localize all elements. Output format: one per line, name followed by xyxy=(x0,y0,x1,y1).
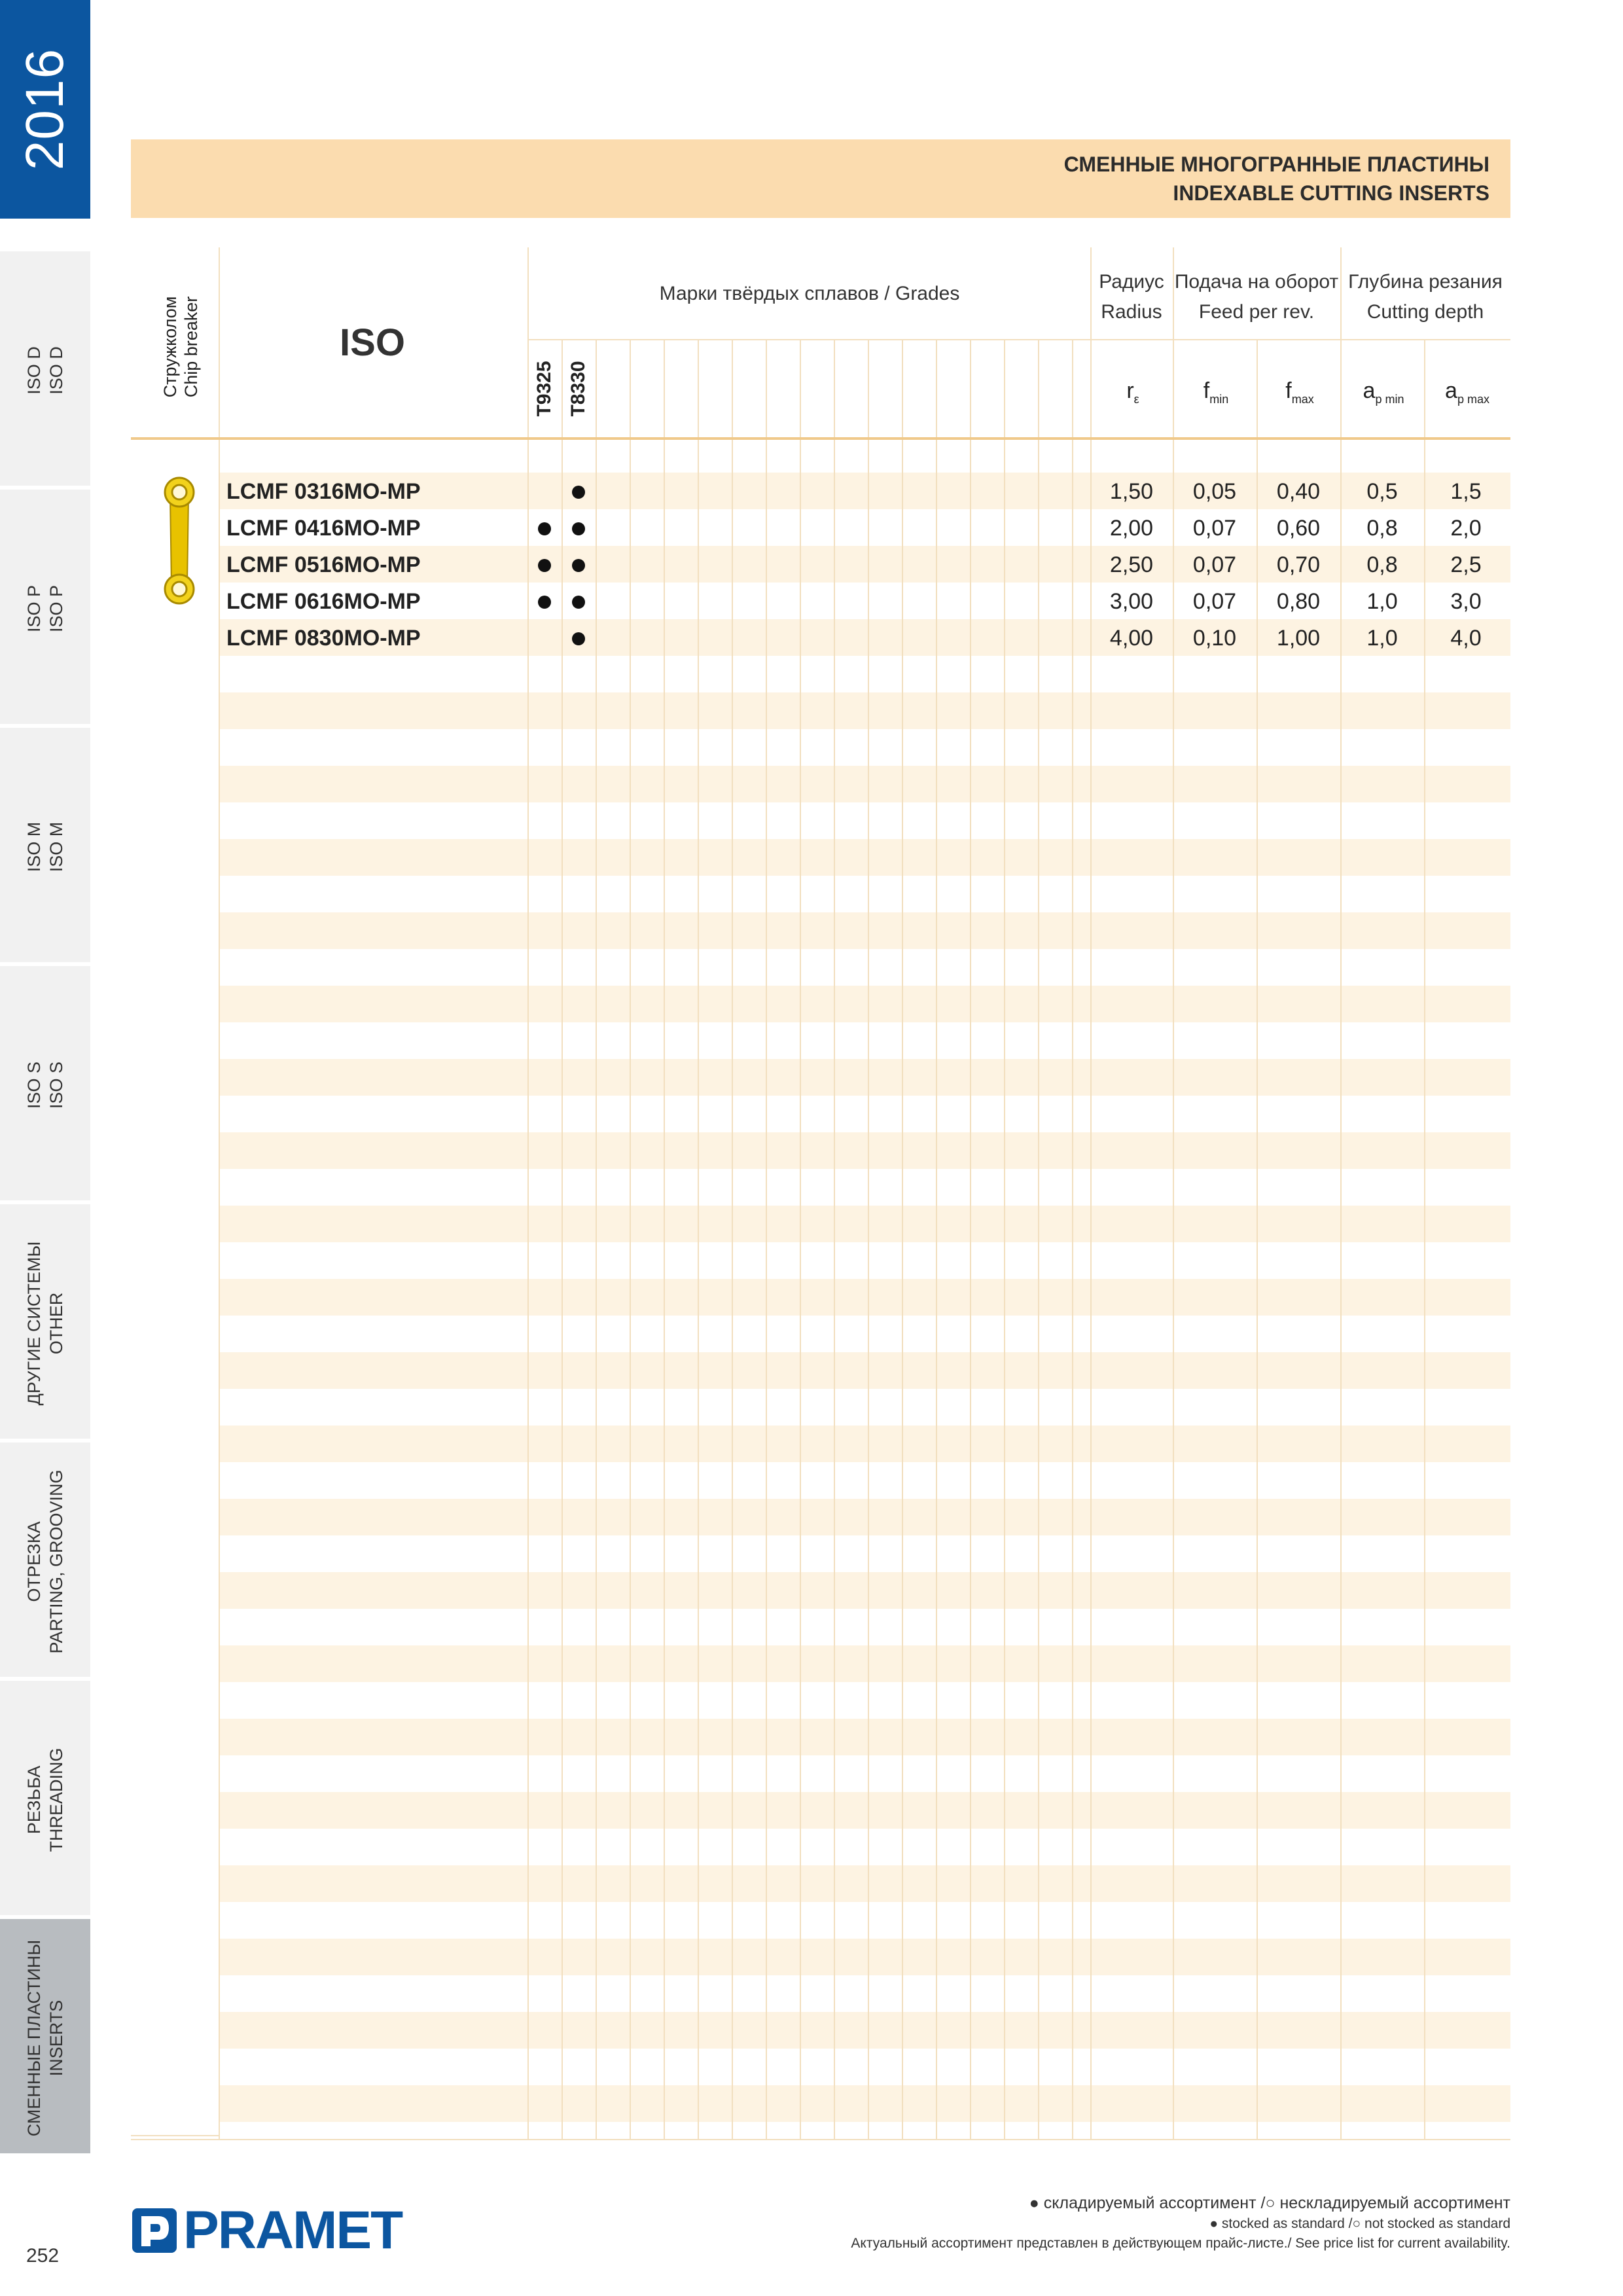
grid-vline xyxy=(219,247,220,2139)
cell-apmax: 2,0 xyxy=(1450,516,1482,541)
cell-apmax: 3,0 xyxy=(1450,589,1482,614)
grid-vline xyxy=(834,339,835,2139)
row-stripe xyxy=(219,1352,1510,1389)
grid-vline xyxy=(562,339,563,2139)
grid-vline xyxy=(1090,247,1092,2139)
feed-en: Feed per rev. xyxy=(1198,301,1315,323)
stocked-dot xyxy=(538,596,551,609)
legend-ru: ● складируемый ассортимент /○ нескладируемый ассортимент xyxy=(1029,2194,1510,2212)
grid-vline xyxy=(527,247,529,2139)
grid-vline xyxy=(1257,339,1258,2139)
sidebar-tab[interactable] xyxy=(0,1915,90,2153)
grade-T8330-header: T8330 xyxy=(567,361,589,417)
grid-vline xyxy=(1004,339,1005,2139)
cell-re: 2,50 xyxy=(1109,552,1154,577)
iso-header: ISO xyxy=(340,321,405,364)
grid-vline xyxy=(800,339,801,2139)
grade-T9325-header: T9325 xyxy=(533,361,555,417)
grid-hline xyxy=(131,2135,219,2136)
grid-vline xyxy=(868,339,869,2139)
sidebar-tab-label xyxy=(23,1062,67,1109)
cell-apmax: 4,0 xyxy=(1450,626,1482,651)
fmin-symbol: $f_{min}$ xyxy=(1203,378,1229,406)
cell-apmax: 2,5 xyxy=(1450,552,1482,577)
grid-vline xyxy=(1424,339,1425,2139)
cell-apmax: 1,5 xyxy=(1450,479,1482,504)
insert-code: LCMF 0616MO-MP xyxy=(226,589,421,614)
sidebar-tab-label xyxy=(23,585,67,632)
row-stripe xyxy=(219,986,1510,1022)
radius-symbol: $r_\varepsilon$ xyxy=(1126,378,1139,406)
row-stripe xyxy=(219,1865,1510,1902)
sidebar-tab-line: РЕЗЬБА xyxy=(24,1765,44,1835)
radius-en: Radius xyxy=(1101,301,1162,323)
grid-vline xyxy=(766,339,767,2139)
cell-fmax: 0,80 xyxy=(1276,589,1321,614)
row-stripe xyxy=(219,1426,1510,1462)
sidebar-tab[interactable] xyxy=(0,724,90,962)
grid-vline xyxy=(732,339,733,2139)
insert-code: LCMF 0316MO-MP xyxy=(226,479,421,504)
sidebar-tab[interactable] xyxy=(0,1439,90,1677)
cell-fmax: 0,60 xyxy=(1276,516,1321,541)
grid-hline xyxy=(131,2139,1510,2140)
sidebar-tab-line: ISO D xyxy=(46,346,66,395)
row-stripe xyxy=(219,766,1510,802)
year-tab xyxy=(0,0,90,219)
row-stripe xyxy=(219,692,1510,729)
sidebar-tab-line: ОТРЕЗКА xyxy=(24,1521,44,1602)
fmax-symbol: $f_{max}$ xyxy=(1285,378,1314,406)
chip-breaker-ru: Стружколом xyxy=(160,296,180,398)
grid-vline xyxy=(698,339,699,2139)
grid-vline xyxy=(664,339,665,2139)
pramet-logo-mark-icon xyxy=(131,2207,178,2254)
sidebar-tab-line: ISO P xyxy=(46,584,66,633)
sidebar-tab-line: ISO S xyxy=(46,1061,66,1109)
section-title-en: INDEXABLE CUTTING INSERTS xyxy=(1173,181,1489,205)
depth-header xyxy=(1340,267,1510,327)
cell-apmin: 0,5 xyxy=(1366,479,1398,504)
cell-fmin: 0,10 xyxy=(1192,626,1237,651)
cell-fmin: 0,07 xyxy=(1192,552,1237,577)
cell-apmin: 1,0 xyxy=(1366,626,1398,651)
row-stripe xyxy=(219,1499,1510,1535)
apmin-symbol: $a_{p min}$ xyxy=(1363,378,1404,406)
cell-fmax: 0,40 xyxy=(1276,479,1321,504)
sidebar-tab-line: ISO P xyxy=(24,584,44,633)
legend-en: ● stocked as standard /○ not stocked as standard xyxy=(1209,2216,1510,2231)
row-stripe xyxy=(219,1059,1510,1096)
cell-apmin: 0,8 xyxy=(1366,552,1398,577)
row-stripe xyxy=(219,1792,1510,1829)
sidebar-tab-label xyxy=(23,822,67,872)
stocked-dot xyxy=(572,522,585,535)
grades-header: Марки твёрдых сплавов / Grades xyxy=(659,283,960,304)
sidebar-tab-line: ДРУГИЕ СИСТЕМЫ xyxy=(24,1241,44,1406)
sidebar-tab-line: PARTING, GROOVING xyxy=(46,1469,66,1654)
section-header xyxy=(131,139,1510,218)
cell-fmin: 0,05 xyxy=(1192,479,1237,504)
sidebar-tab-line: THREADING xyxy=(46,1748,66,1852)
stocked-dot xyxy=(572,486,585,499)
row-stripe xyxy=(219,2012,1510,2049)
row-stripe xyxy=(219,1719,1510,1755)
grid-vline xyxy=(1038,339,1039,2139)
radius-header xyxy=(1090,267,1173,327)
row-stripe xyxy=(219,1206,1510,1242)
chip-breaker-header xyxy=(160,296,202,398)
sidebar-tab[interactable] xyxy=(0,486,90,724)
sidebar-tab-line: ISO S xyxy=(24,1061,44,1109)
cell-fmin: 0,07 xyxy=(1192,589,1237,614)
cell-fmax: 1,00 xyxy=(1276,626,1321,651)
availability-note: Актуальный ассортимент представлен в действующем прайс-листе./ See price list for current availability. xyxy=(851,2236,1510,2251)
row-stripe xyxy=(219,839,1510,876)
grid-vline xyxy=(970,339,971,2139)
row-stripe xyxy=(219,2085,1510,2122)
sidebar-tab-label xyxy=(23,346,67,395)
sidebar-tab-label xyxy=(23,1469,67,1653)
cell-apmin: 1,0 xyxy=(1366,589,1398,614)
grid-vline xyxy=(1340,247,1342,2139)
sidebar-tab[interactable] xyxy=(0,962,90,1200)
sidebar-tab-label xyxy=(23,1242,67,1406)
sidebar-tab-line: ISO M xyxy=(24,821,44,872)
sidebar-tab-line: OTHER xyxy=(46,1292,66,1355)
row-stripe xyxy=(219,1279,1510,1316)
sidebar-tab-line: ISO M xyxy=(46,821,66,872)
sidebar-tab[interactable] xyxy=(0,1200,90,1439)
grid-vline xyxy=(1072,339,1073,2139)
sidebar-tab[interactable] xyxy=(0,247,90,486)
sidebar-tab-line: ISO D xyxy=(24,346,44,395)
chip-breaker-en: Chip breaker xyxy=(181,296,201,398)
brand-name: PRAMET xyxy=(183,2200,402,2260)
year-label: 2016 xyxy=(15,48,75,171)
sidebar-tab-label xyxy=(23,1940,67,2137)
sidebar-tab-line: СМЕННЫЕ ПЛАСТИНЫ xyxy=(24,1939,44,2137)
grid-vline xyxy=(936,339,937,2139)
row-stripe xyxy=(219,1572,1510,1609)
grid-hline xyxy=(131,437,1510,440)
grid-vline xyxy=(630,339,631,2139)
cell-re: 3,00 xyxy=(1109,589,1154,614)
insert-code: LCMF 0830MO-MP xyxy=(226,626,421,651)
cell-re: 1,50 xyxy=(1109,479,1154,504)
row-stripe xyxy=(219,1645,1510,1682)
depth-ru: Глубина резания xyxy=(1348,271,1503,293)
grid-vline xyxy=(902,339,903,2139)
stocked-dot xyxy=(538,522,551,535)
depth-en: Cutting depth xyxy=(1366,301,1484,323)
stocked-dot xyxy=(572,559,585,572)
row-stripe xyxy=(219,1132,1510,1169)
apmax-symbol: $a_{p max}$ xyxy=(1445,378,1489,406)
double-ended-insert-icon xyxy=(161,476,198,605)
grid-hline xyxy=(527,339,1510,340)
cell-apmin: 0,8 xyxy=(1366,516,1398,541)
stocked-dot xyxy=(538,559,551,572)
cell-re: 4,00 xyxy=(1109,626,1154,651)
cell-fmax: 0,70 xyxy=(1276,552,1321,577)
stocked-dot xyxy=(572,596,585,609)
insert-code: LCMF 0416MO-MP xyxy=(226,516,421,541)
insert-code: LCMF 0516MO-MP xyxy=(226,552,421,577)
section-title-ru: СМЕННЫЕ МНОГОГРАННЫЕ ПЛАСТИНЫ xyxy=(1063,152,1489,176)
grid-vline xyxy=(1173,247,1174,2139)
cell-fmin: 0,07 xyxy=(1192,516,1237,541)
row-stripe xyxy=(219,912,1510,949)
stocked-dot xyxy=(572,632,585,645)
sidebar-tab-label xyxy=(23,1748,67,1852)
radius-ru: Радиус xyxy=(1099,271,1164,293)
grid-vline xyxy=(596,339,597,2139)
pramet-logo xyxy=(131,2200,402,2260)
row-stripe xyxy=(219,1939,1510,1975)
feed-ru: Подача на оборот xyxy=(1174,271,1339,293)
page-number: 252 xyxy=(26,2245,60,2267)
sidebar-tab[interactable] xyxy=(0,1677,90,1915)
cell-re: 2,00 xyxy=(1109,516,1154,541)
sidebar-tab-line: INSERTS xyxy=(46,2000,66,2077)
feed-header xyxy=(1173,267,1340,327)
